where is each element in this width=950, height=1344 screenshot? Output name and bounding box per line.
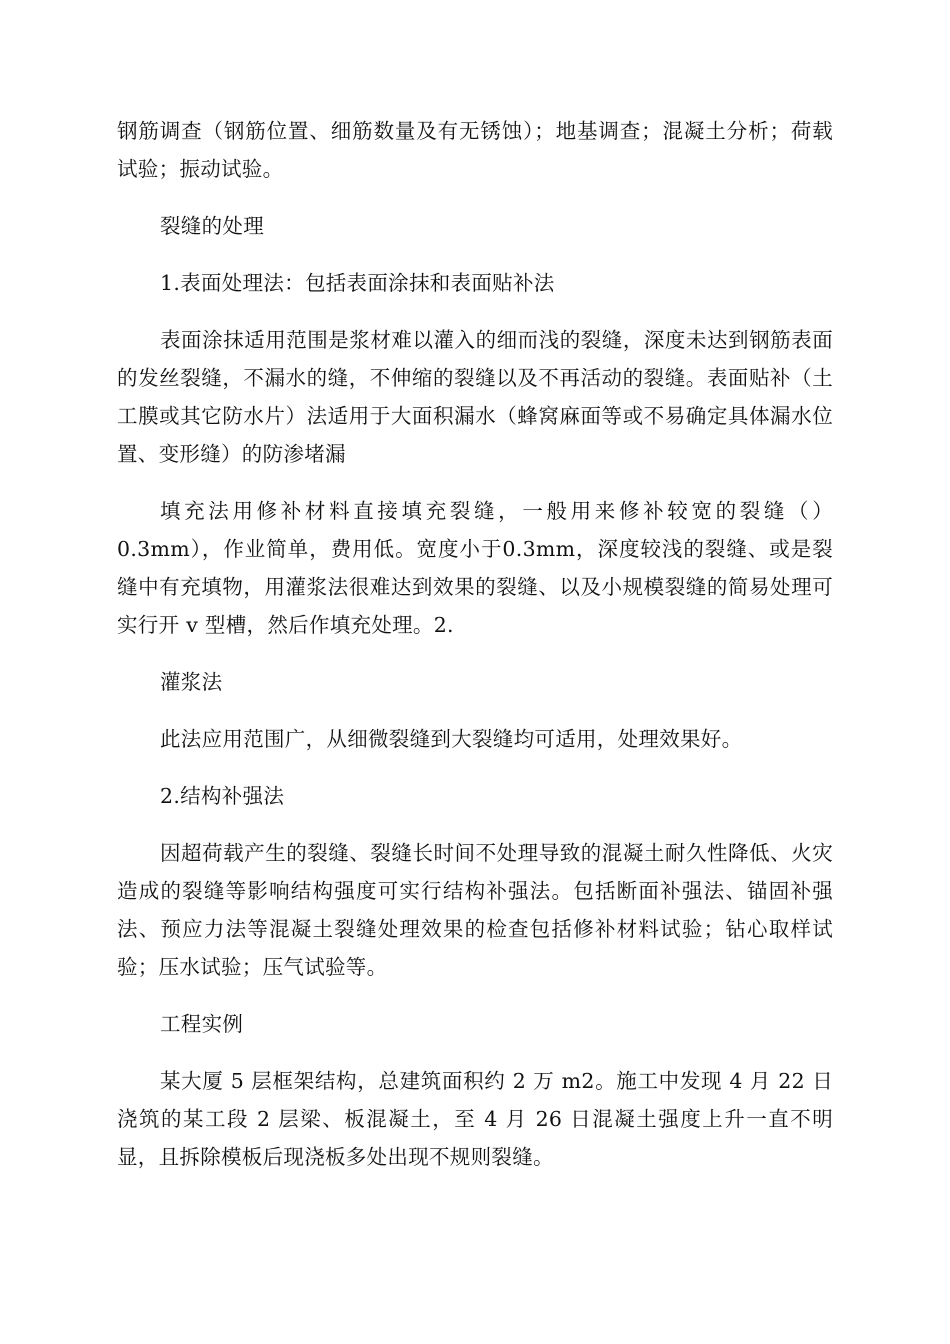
paragraph-surface-coating: 表面涂抹适用范围是浆材难以灌入的细而浅的裂缝，深度未达到钢筋表面的发丝裂缝，不漏水的缝，不伸缩的裂缝以及不再活动的裂缝。表面贴补（土工膜或其它防水片）法适用于大面积漏水（蜂窝麻面等或不易确定具体漏水位置、变形缝）的防渗堵漏 bbox=[117, 328, 833, 466]
paragraph-rebar-survey: 钢筋调查（钢筋位置、细筋数量及有无锈蚀）；地基调查；混凝土分析；荷载试验；振动试验。 bbox=[117, 119, 833, 181]
heading-case-study: 工程实例 bbox=[160, 1012, 244, 1036]
heading-structural-reinforcement: 2.结构补强法 bbox=[160, 784, 285, 808]
paragraph-grouting: 此法应用范围广，从细微裂缝到大裂缝均可适用，处理效果好。 bbox=[160, 727, 743, 751]
heading-crack-treatment: 裂缝的处理 bbox=[160, 214, 264, 238]
paragraph-case-study: 某大厦 5 层框架结构，总建筑面积约 2 万 m2。施工中发现 4 月 22 日浇筑的某工段 2 层梁、板混凝土，至 4 月 26 日混凝土强度上升一直不明显，且拆除模板后现浇板多处出现不规则裂缝。 bbox=[117, 1069, 833, 1169]
heading-grouting: 灌浆法 bbox=[160, 670, 223, 694]
paragraph-structural-reinforcement: 因超荷载产生的裂缝、裂缝长时间不处理导致的混凝土耐久性降低、火灾造成的裂缝等影响结构强度可实行结构补强法。包括断面补强法、锚固补强法、预应力法等混凝土裂缝处理效果的检查包括修补材料试验；钻心取样试验；压水试验；压气试验等。 bbox=[117, 841, 833, 979]
document-body bbox=[117, 112, 833, 1195]
paragraph-filling-method: 填充法用修补材料直接填充裂缝，一般用来修补较宽的裂缝（）0.3mm），作业简单，费用低。宽度小于0.3mm，深度较浅的裂缝、或是裂缝中有充填物，用灌浆法很难达到效果的裂缝、以及小规模裂缝的简易处理可实行开 v 型槽，然后作填充处理。2. bbox=[117, 499, 833, 637]
heading-surface-treatment: 1.表面处理法：包括表面涂抹和表面贴补法 bbox=[160, 271, 555, 295]
